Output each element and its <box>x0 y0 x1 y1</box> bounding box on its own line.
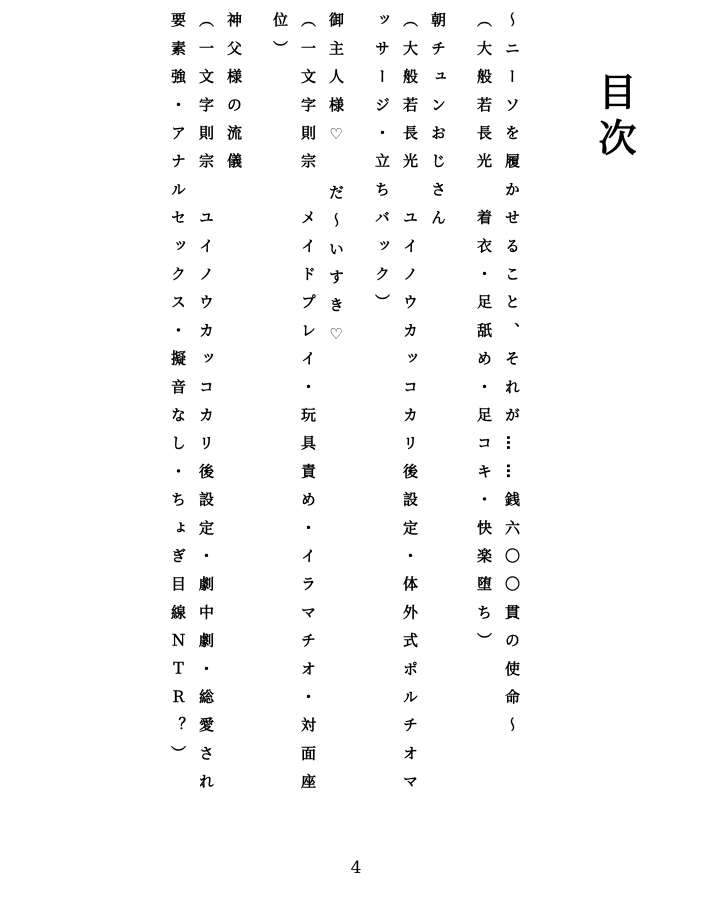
toc-entry-subtitle: （大般若長光 ユイノウカッコカリ後設定・体外式ポルチオマ <box>401 12 419 802</box>
page-number: 4 <box>350 858 362 878</box>
table-of-contents <box>164 12 526 802</box>
toc-entry-2 <box>368 12 452 802</box>
toc-entry-subtitle: （一文字則宗 ユイノウカッコカリ後設定・劇中劇・総愛され <box>197 12 215 802</box>
toc-entry-subtitle-cont: 要素強・アナルセックス・擬音なし・ちょぎ目線ＮＴＲ？） <box>169 12 187 774</box>
toc-entry-subtitle: （一文字則宗 メイドプレイ・玩具責め・イラマチオ・対面座 <box>299 12 317 802</box>
toc-entry-title: 御主人様♡ だ～いすき♡ <box>327 12 345 357</box>
toc-entry-1 <box>470 12 526 802</box>
page-title: 目次 <box>592 72 636 164</box>
toc-entry-title: 朝チュンおじさん <box>429 12 447 238</box>
toc-entry-subtitle-cont: 位） <box>271 12 289 69</box>
toc-entry-subtitle: （大般若長光 着衣・足舐め・足コキ・快楽堕ち） <box>475 12 493 661</box>
toc-entry-subtitle-cont: ッサージ・立ちバック） <box>373 12 391 323</box>
toc-entry-3 <box>266 12 350 802</box>
toc-entry-title: ～ニーソを履かせること、それが……銭六〇〇貫の使命～ <box>503 12 521 746</box>
toc-entry-title: 神父様の流儀 <box>225 12 243 182</box>
toc-entry-4 <box>164 12 248 802</box>
